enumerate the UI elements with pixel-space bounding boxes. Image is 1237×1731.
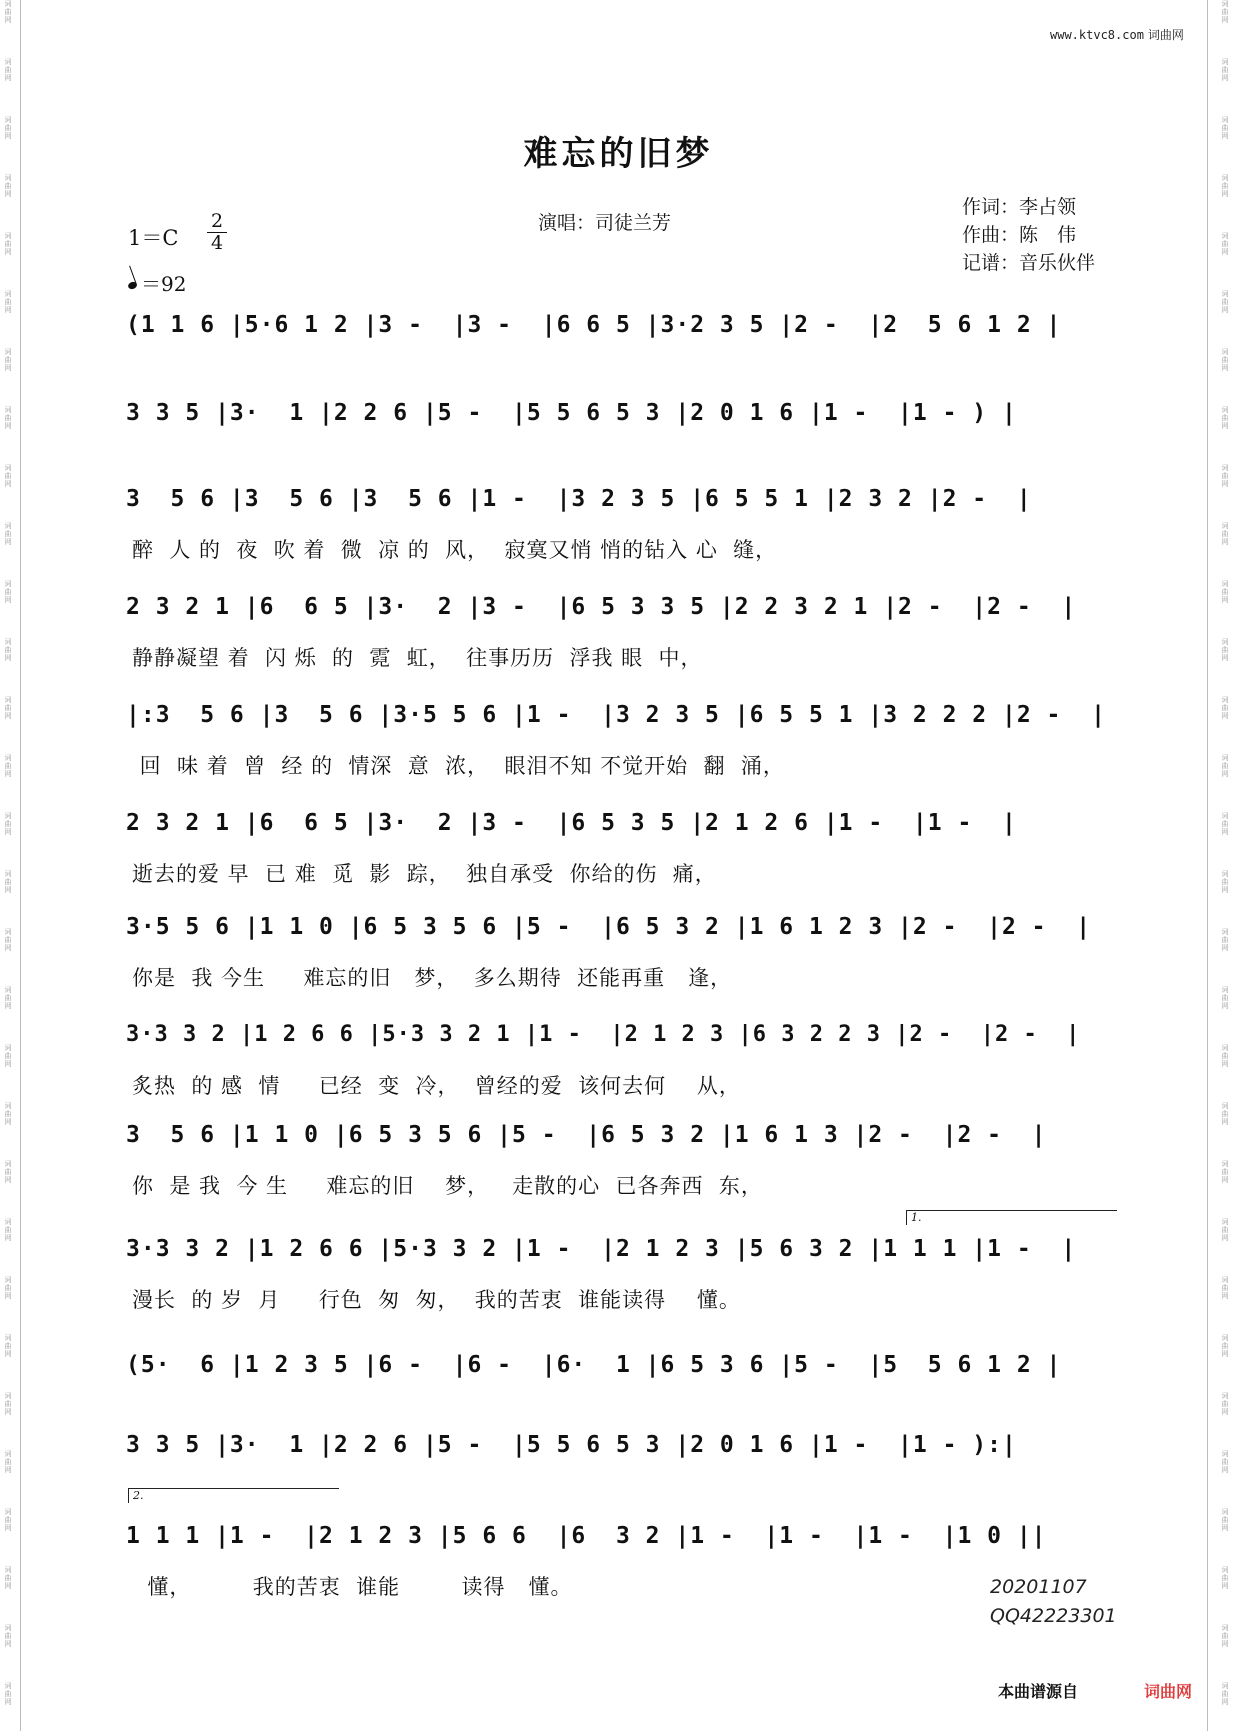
watermark-text: 词曲网 xyxy=(4,812,12,836)
watermark-text: 词曲网 xyxy=(1221,116,1229,140)
watermark-text: 词曲网 xyxy=(1221,1218,1229,1242)
notation-line: 3 5 6 |1 1 0 |6 5 3 5 6 |5 - |6 5 3 2 |1 6 1 3 |2 - |2 - | xyxy=(126,1122,1047,1148)
watermark-text: 词曲网 xyxy=(4,696,12,720)
notation-system xyxy=(118,1012,1120,1058)
watermark-text: 词曲网 xyxy=(4,638,12,662)
time-denominator: 4 xyxy=(207,232,227,254)
notation-line: 2 3 2 1 |6 6 5 |3· 2 |3 - |6 5 3 5 |2 1 2 6 |1 - |1 - | xyxy=(126,810,1017,836)
site-name: 词曲网 xyxy=(1147,28,1184,42)
watermark-column-left xyxy=(2,0,16,1731)
watermark-text: 词曲网 xyxy=(1221,870,1229,894)
notation-system xyxy=(118,692,1120,738)
watermark-text: 词曲网 xyxy=(1221,580,1229,604)
notation-line: (1 1 6 |5·6 1 2 |3 - |3 - |6 6 5 |3·2 3 5 |2 - |2 5 6 1 2 | xyxy=(126,312,1062,338)
watermark-text: 词曲网 xyxy=(4,348,12,372)
watermark-text: 词曲网 xyxy=(1221,1682,1229,1706)
watermark-text: 词曲网 xyxy=(1221,1566,1229,1590)
footer-brand-link[interactable]: 词曲网 xyxy=(1144,1682,1193,1701)
notation-line: 3·3 3 2 |1 2 6 6 |5·3 3 2 1 |1 - |2 1 2 3 |6 3 2 2 3 |2 - |2 - | xyxy=(126,1022,1081,1047)
transcriber-qq: QQ42223301 xyxy=(990,1605,1117,1627)
watermark-text: 词曲网 xyxy=(4,406,12,430)
watermark-text: 词曲网 xyxy=(1221,986,1229,1010)
notation-system xyxy=(118,1226,1120,1272)
site-url[interactable] xyxy=(1050,26,1184,43)
lyric-line: 你 是 我 今 生 难忘的旧 梦， 走散的心 已各奔西 东， xyxy=(132,1174,763,1198)
notation-system xyxy=(118,476,1120,522)
watermark-text: 词曲网 xyxy=(4,1682,12,1706)
watermark-text: 词曲网 xyxy=(1221,1624,1229,1648)
watermark-text: 词曲网 xyxy=(4,464,12,488)
watermark-text: 词曲网 xyxy=(4,986,12,1010)
singer-credit: 演唱：司徒兰芳 xyxy=(538,212,672,234)
watermark-text: 词曲网 xyxy=(4,290,12,314)
watermark-text: 词曲网 xyxy=(1221,348,1229,372)
watermark-text: 词曲网 xyxy=(1221,1160,1229,1184)
watermark-text: 词曲网 xyxy=(4,1334,12,1358)
watermark-text: 词曲网 xyxy=(4,1624,12,1648)
notation-line: 3·5 5 6 |1 1 0 |6 5 3 5 6 |5 - |6 5 3 2 |1 6 1 2 3 |2 - |2 - | xyxy=(126,914,1092,940)
watermark-text: 词曲网 xyxy=(1221,1102,1229,1126)
time-numerator: 2 xyxy=(210,210,224,232)
time-signature xyxy=(207,211,227,254)
watermark-column-right xyxy=(1219,0,1233,1731)
watermark-text: 词曲网 xyxy=(4,870,12,894)
watermark-text: 词曲网 xyxy=(1221,696,1229,720)
watermark-text: 词曲网 xyxy=(4,232,12,256)
watermark-text: 词曲网 xyxy=(1221,1276,1229,1300)
notation-system xyxy=(118,302,1120,348)
watermark-text: 词曲网 xyxy=(1221,1044,1229,1068)
lyric-line: 逝去的爱 早 已 难 觅 影 踪， 独自承受 你给的伤 痛， xyxy=(132,862,717,886)
watermark-text: 词曲网 xyxy=(1221,1334,1229,1358)
watermark-text: 词曲网 xyxy=(1221,638,1229,662)
notation-line: 3 5 6 |3 5 6 |3 5 6 |1 - |3 2 3 5 |6 5 5 1 |2 3 2 |2 - | xyxy=(126,486,1032,512)
transcription-date: 20201107 xyxy=(990,1576,1087,1598)
notation-system xyxy=(118,1422,1120,1468)
watermark-text: 词曲网 xyxy=(1221,174,1229,198)
watermark-text: 词曲网 xyxy=(4,1160,12,1184)
lyric-line: 静静凝望 着 闪 烁 的 霓 虹， 往事历历 浮我 眼 中， xyxy=(132,646,703,670)
notation-line: |:3 5 6 |3 5 6 |3·5 5 6 |1 - |3 2 3 5 |6 5 5 1 |3 2 2 2 |2 - | xyxy=(126,702,1106,728)
watermark-text: 词曲网 xyxy=(1221,1450,1229,1474)
notation-line: 3 3 5 |3· 1 |2 2 6 |5 - |5 5 6 5 3 |2 0 1 6 |1 - |1 - ) | xyxy=(126,400,1017,426)
lyricist-credit: 作词：李占领 xyxy=(962,196,1077,218)
lyric-line: 炙热 的 感 情 已经 变 冷， 曾经的爱 该何去何 从， xyxy=(132,1074,741,1098)
notation-system xyxy=(118,390,1120,436)
footer-source-label: 本曲谱源自 xyxy=(998,1682,1079,1701)
quarter-note-icon xyxy=(127,281,138,291)
watermark-text: 词曲网 xyxy=(1221,58,1229,82)
lyric-line: 回 味 着 曾 经 的 情深 意 浓， 眼泪不知 不觉开始 翻 涌， xyxy=(132,754,785,778)
watermark-text: 词曲网 xyxy=(1221,754,1229,778)
watermark-text: 词曲网 xyxy=(1221,1508,1229,1532)
notation-system xyxy=(118,904,1120,950)
lyric-line: 醉 人 的 夜 吹 着 微 凉 的 风， 寂寞又悄 悄的钻入 心 缝， xyxy=(132,538,778,562)
watermark-text: 词曲网 xyxy=(1221,464,1229,488)
watermark-text: 词曲网 xyxy=(4,1450,12,1474)
notation-line: 3·3 3 2 |1 2 6 6 |5·3 3 2 |1 - |2 1 2 3 |5 6 3 2 |1 1 1 |1 - | xyxy=(126,1236,1077,1262)
notation-system xyxy=(118,584,1120,630)
tempo-marking xyxy=(128,268,186,297)
volta-second: 2. xyxy=(128,1488,339,1503)
watermark-text: 词曲网 xyxy=(4,174,12,198)
notation-line: 3 3 5 |3· 1 |2 2 6 |5 - |5 5 6 5 3 |2 0 1 6 |1 - |1 - ):| xyxy=(126,1432,1017,1458)
notation-system xyxy=(118,1342,1120,1388)
lyric-line: 懂， 我的苦衷 谁能 读得 懂。 xyxy=(132,1575,573,1599)
watermark-text: 词曲网 xyxy=(4,1044,12,1068)
site-url-text: www.ktvc8.com xyxy=(1050,28,1144,42)
watermark-text: 词曲网 xyxy=(1221,290,1229,314)
lyric-line: 你是 我 今生 难忘的旧 梦， 多么期待 还能再重 逢， xyxy=(132,966,733,990)
notation-line: 1 1 1 |1 - |2 1 2 3 |5 6 6 |6 3 2 |1 - |1 - |1 - |1 0 || xyxy=(126,1523,1047,1549)
composer-credit: 作曲：陈 伟 xyxy=(962,224,1077,246)
tempo-value: ＝92 xyxy=(141,272,187,296)
watermark-text: 词曲网 xyxy=(4,1102,12,1126)
transcriber-credit: 记谱：音乐伙伴 xyxy=(962,252,1096,274)
key-signature: 1＝C xyxy=(128,226,179,250)
notation-system xyxy=(118,1112,1120,1158)
watermark-text: 词曲网 xyxy=(4,1566,12,1590)
watermark-text: 词曲网 xyxy=(1221,232,1229,256)
watermark-text: 词曲网 xyxy=(1221,928,1229,952)
watermark-text: 词曲网 xyxy=(4,1218,12,1242)
watermark-text: 词曲网 xyxy=(1221,406,1229,430)
watermark-text: 词曲网 xyxy=(1221,522,1229,546)
watermark-text: 词曲网 xyxy=(4,580,12,604)
watermark-text: 词曲网 xyxy=(4,1508,12,1532)
watermark-text: 词曲网 xyxy=(1221,0,1229,24)
notation-system xyxy=(118,1513,1120,1559)
notation-line: 2 3 2 1 |6 6 5 |3· 2 |3 - |6 5 3 3 5 |2 2 3 2 1 |2 - |2 - | xyxy=(126,594,1077,620)
watermark-text: 词曲网 xyxy=(4,0,12,24)
watermark-text: 词曲网 xyxy=(4,1276,12,1300)
watermark-text: 词曲网 xyxy=(4,754,12,778)
watermark-text: 词曲网 xyxy=(4,522,12,546)
volta-first: 1. xyxy=(906,1210,1117,1225)
notation-line: (5· 6 |1 2 3 5 |6 - |6 - |6· 1 |6 5 3 6 |5 - |5 5 6 1 2 | xyxy=(126,1352,1062,1378)
song-title: 难忘的旧梦 xyxy=(523,134,714,174)
notation-system xyxy=(118,800,1120,846)
watermark-text: 词曲网 xyxy=(4,1392,12,1416)
watermark-text: 词曲网 xyxy=(1221,812,1229,836)
watermark-text: 词曲网 xyxy=(4,928,12,952)
watermark-text: 词曲网 xyxy=(4,58,12,82)
lyric-line: 漫长 的 岁 月 行色 匆 匆， 我的苦衷 谁能读得 懂。 xyxy=(132,1288,741,1312)
watermark-text: 词曲网 xyxy=(1221,1392,1229,1416)
watermark-text: 词曲网 xyxy=(4,116,12,140)
